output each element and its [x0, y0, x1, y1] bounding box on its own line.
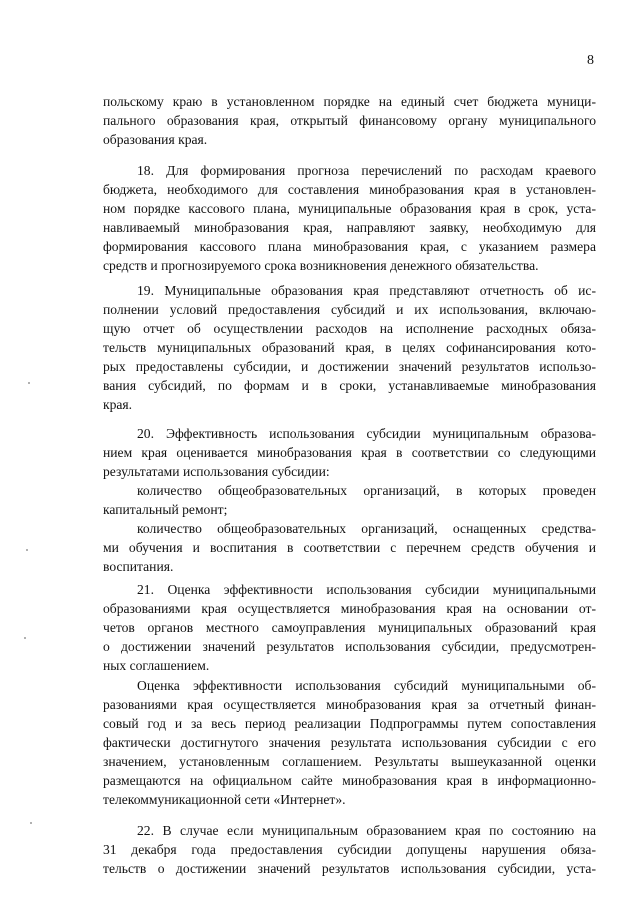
text-line: нием края оценивается минобразования края в соответствии со следующими — [103, 445, 596, 460]
text-line: вания субсидий, по формам и в сроки, устанавливаемые минобразования — [103, 378, 596, 393]
text-line: размещаются на официальном сайте минобразования края в информационно- — [103, 773, 596, 788]
text-line: полнении условий предоставления субсидий и их использования, включаю- — [103, 302, 596, 317]
text-line: значением, установленным соглашением. Результаты вышеуказанной оценки — [103, 754, 596, 769]
text-line: 31 декабря года предоставления субсидии допущены нарушения обяза- — [103, 842, 596, 857]
paragraph-first-line: Оценка эффективности использования субсидий муниципальными об- — [137, 678, 596, 693]
text-line: о достижении значений результатов использования субсидии, предусмотрен- — [103, 639, 596, 654]
text-line: бюджета, необходимого для составления минобразования края в установлен- — [103, 182, 596, 197]
scan-speck — [28, 382, 30, 384]
text-line: совый год и за весь период реализации Подпрограммы путем сопоставления — [103, 716, 596, 731]
text-line: капитальный ремонт; — [103, 502, 228, 517]
paragraph-21-first-line: 21. Оценка эффективности использования субсидии муниципальными — [137, 582, 596, 597]
text-line: телекоммуникационной сети «Интернет». — [103, 792, 346, 807]
scan-speck — [30, 822, 32, 824]
text-line: фактически достигнутого значения результата использования субсидии с его — [103, 735, 596, 750]
text-line: образованиями края осуществляется минобразования края на основании от- — [103, 601, 596, 616]
paragraph-18-first-line: 18. Для формирования прогноза перечислений по расходам краевого — [137, 163, 596, 178]
text-line: средств и прогнозируемого срока возникновения денежного обязательства. — [103, 258, 539, 273]
paragraph-22-first-line: 22. В случае если муниципальным образованием края по состоянию на — [137, 823, 596, 838]
page-number: 8 — [587, 53, 594, 68]
text-line: ном порядке кассового плана, муниципальные образования края в срок, уста- — [103, 201, 596, 216]
text-line: польскому краю в установленном порядке на единый счет бюджета муници- — [103, 94, 596, 109]
list-item-first-line: количество общеобразовательных организаций, в которых проведен — [137, 483, 596, 498]
text-line: ми обучения и воспитания в соответствии с перечнем средств обучения и — [103, 540, 596, 555]
text-line: рых предоставлены субсидии, и достижении значений результатов использо- — [103, 359, 596, 374]
text-line: результатами использования субсидии: — [103, 464, 330, 479]
paragraph-19-first-line: 19. Муниципальные образования края представляют отчетность об ис- — [137, 283, 596, 298]
scan-speck — [26, 549, 28, 551]
text-line: щую отчет об осуществлении расходов на исполнение расходных обяза- — [103, 321, 596, 336]
text-line: четов органов местного самоуправления муниципальных образований края — [103, 620, 596, 635]
text-line: тельств о достижении значений результатов использования субсидии, уста- — [103, 861, 596, 876]
text-line: образования края. — [103, 132, 208, 147]
text-line: разованиями края осуществляется минобразования края за отчетный финан- — [103, 697, 596, 712]
text-line: ных соглашением. — [103, 658, 210, 673]
paragraph-20-first-line: 20. Эффективность использования субсидии муниципальным образова- — [137, 426, 596, 441]
text-line: тельств муниципальных образований края, в целях софинансирования кото- — [103, 340, 596, 355]
text-line: пального образования края, открытый финансовому органу муниципального — [103, 113, 596, 128]
text-line: воспитания. — [103, 559, 174, 574]
list-item-first-line: количество общеобразовательных организаций, оснащенных средства- — [137, 521, 596, 536]
text-line: навливаемый минобразования края, направляют заявку, необходимую для — [103, 220, 596, 235]
text-line: края. — [103, 397, 133, 412]
scan-speck — [24, 637, 26, 639]
text-line: формирования кассового плана минобразования края, с указанием размера — [103, 239, 596, 254]
